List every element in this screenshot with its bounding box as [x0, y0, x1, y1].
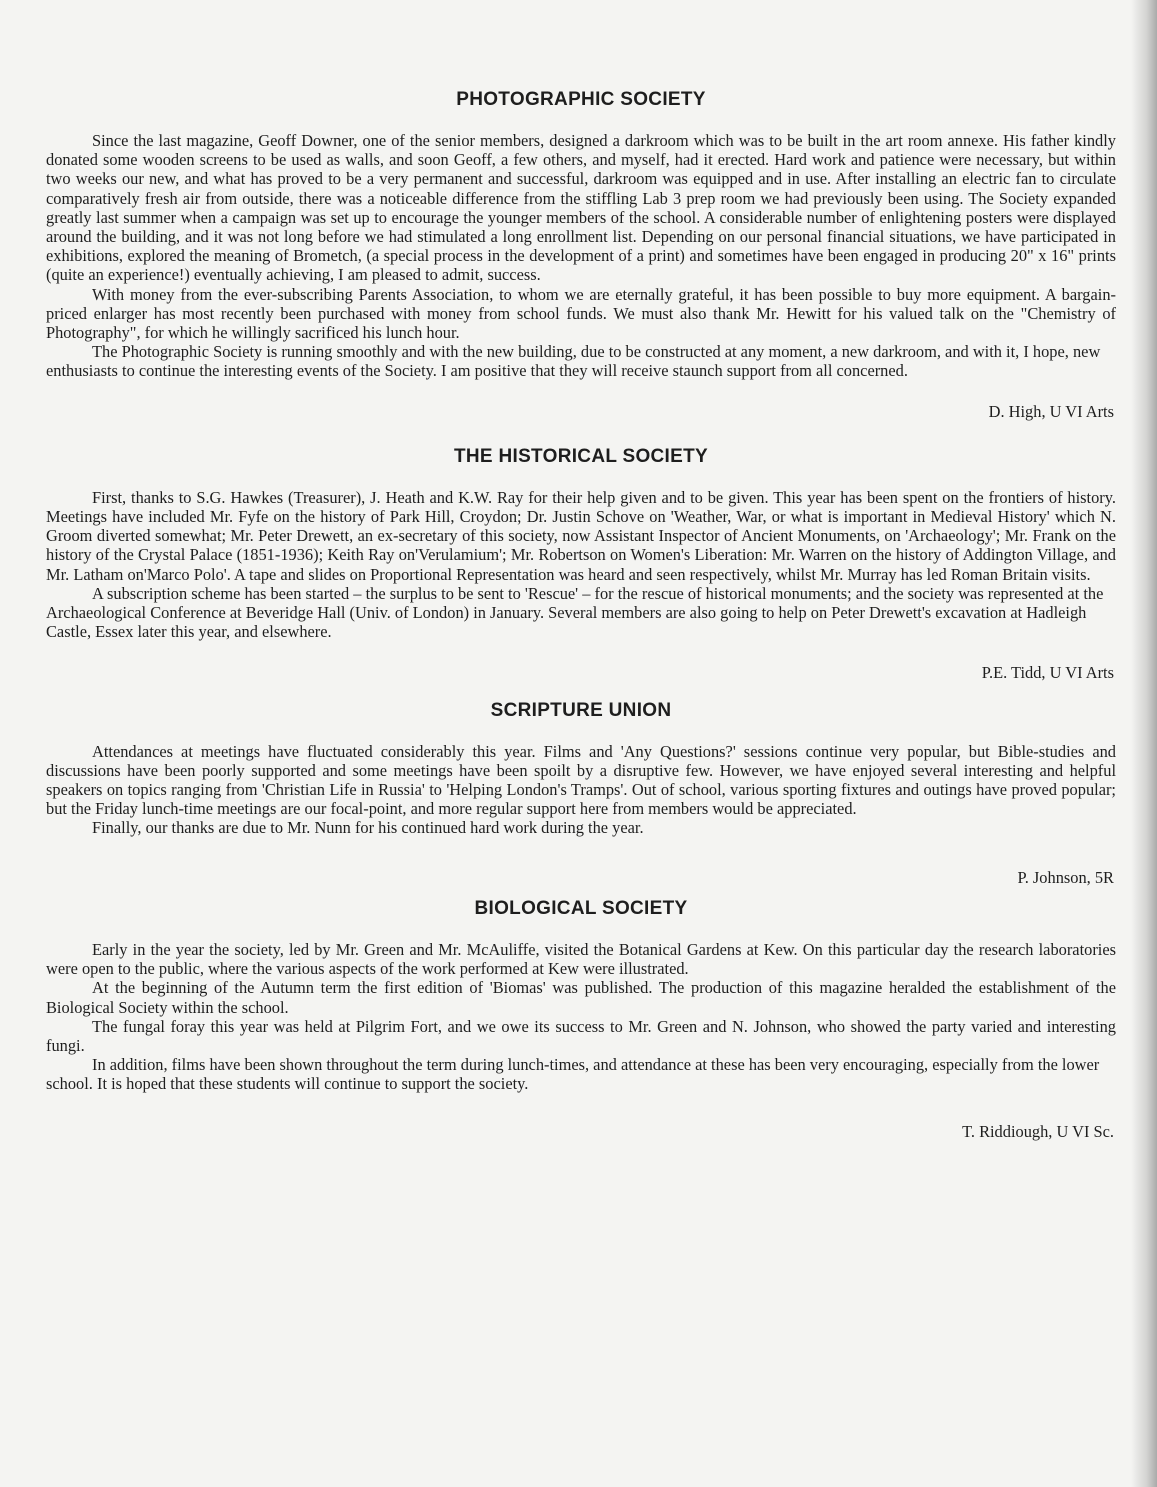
section-title: THE HISTORICAL SOCIETY [454, 445, 708, 467]
magazine-page [46, 88, 1116, 1141]
paragraph: The Photographic Society is running smoothly and with the new building, due to be constructed at any moment, a new darkroom, and with it, I hope, new enthusiasts to continue the interesting events of the Society. I am positive that they will receive staunch support from all concerned. [46, 342, 1101, 381]
section-biological-society [46, 897, 1116, 1141]
page-edge-shadow [1131, 0, 1157, 1487]
section-title: SCRIPTURE UNION [490, 699, 672, 721]
author-signature: P. Johnson, 5R [1017, 867, 1114, 887]
paragraph: Attendances at meetings have fluctuated considerably this year. Films and 'Any Questions?' sessions continue very popular, but Bible-studies and discussions have been poorly supported and some meetings have been spoilt by a disruptive few. However, we have enjoyed several interesting and helpful speakers on topics ranging from 'Christian Life in Russia' to 'Helping London's Tramps'. Out of school, various sporting fixtures and outings have proved popular; but the Friday lunch-time meetings are our focal-point, and more regular support here from members would be appreciated. [46, 741, 1116, 819]
section-historical-society [46, 445, 1116, 683]
section-title: BIOLOGICAL SOCIETY [474, 897, 688, 919]
paragraph: A subscription scheme has been started – the surplus to be sent to 'Rescue' – for the rescue of historical monuments; and the society was represented at the Archaeological Conference at Beveridge Hall (Univ. of London) in January. Several members are also going to help on Peter Drewett's excavation at Hadleigh Castle, Essex later this year, and elsewhere. [46, 583, 1104, 642]
paragraph: At the beginning of the Autumn term the first edition of 'Biomas' was published. The production of this magazine heralded the establishment of the Biological Society within the school. [46, 978, 1116, 1017]
paragraph: Early in the year the society, led by Mr. Green and Mr. McAuliffe, visited the Botanical Gardens at Kew. On this particular day the research laboratories were open to the public, where the various aspects of the work performed at Kew were illustrated. [46, 939, 1116, 979]
section-title: PHOTOGRAPHIC SOCIETY [456, 89, 706, 110]
paragraph: Finally, our thanks are due to Mr. Nunn for his continued hard work during the year. [92, 818, 644, 838]
author-signature: P.E. Tidd, U VI Arts [981, 663, 1114, 683]
author-signature: T. Riddiough, U VI Sc. [962, 1121, 1114, 1141]
paragraph: First, thanks to S.G. Hawkes (Treasurer), J. Heath and K.W. Ray for their help given and to be given. This year has been spent on the frontiers of history. Meetings have included Mr. Fyfe on the history of Park Hill, Croydon; Dr. Justin Schove on 'Weather, War, or what is important in Medieval History' which N. Groom diverted somewhat; Mr. Peter Drewett, an ex-secretary of this society, now Assistant Inspector of Ancient Monuments, on 'Archaeology'; Mr. Frank on the history of the Crystal Palace (1851-1936); Keith Ray on'Verulamium'; Mr. Robertson on Women's Liberation: Mr. Warren on the history of Addington Village, and Mr. Latham on'Marco Polo'. A tape and slides on Proportional Representation was heard and seen respectively, whilst Mr. Murray has led Roman Britain visits. [46, 487, 1116, 584]
paragraph: The fungal foray this year was held at Pilgrim Fort, and we owe its success to Mr. Green and N. Johnson, who showed the party varied and interesting fungi. [46, 1016, 1116, 1055]
paragraph: Since the last magazine, Geoff Downer, one of the senior members, designed a darkroom which was to be built in the art room annexe. His father kindly donated some wooden screens to be used as walls, and soon Geoff, a few others, and myself, had it erected. Hard work and patience were necessary, but within two weeks our new, and what has proved to be a very permanent and successful, darkroom was equipped and in use. After installing an electric fan to circulate comparatively fresh air from outside, there was a noticeable difference from the stiffling Lab 3 prep room we had previously been using. The Society expanded greatly last summer when a campaign was set up to encourage the younger members of the school. A considerable number of enlightening posters were displayed around the building, and it was not long before we had stimulated a long enrollment list. Depending on our personal financial situations, we have participated in exhibitions, explored the meaning of Brometch, (a special process in the development of a print) and sometimes have been engaged in producing 20" x 16" prints (quite an experience!) eventually achieving, I am pleased to admit, success. [46, 131, 1116, 285]
paragraph: With money from the ever-subscribing Parents Association, to whom we are eternally grateful, it has been possible to buy more equipment. A bargain-priced enlarger has most recently been purchased with money from school funds. We must also thank Mr. Hewitt for his valued talk on the "Chemistry of Photography", for which he willingly sacrificed his lunch hour. [46, 284, 1116, 343]
author-signature: D. High, U VI Arts [988, 401, 1114, 421]
section-scripture-union [46, 699, 1116, 887]
paragraph: In addition, films have been shown throughout the term during lunch-times, and attendance at these has been very encouraging, especially from the lower school. It is hoped that these students will continue to support the society. [46, 1055, 1100, 1094]
section-photographic-society [46, 88, 1116, 421]
